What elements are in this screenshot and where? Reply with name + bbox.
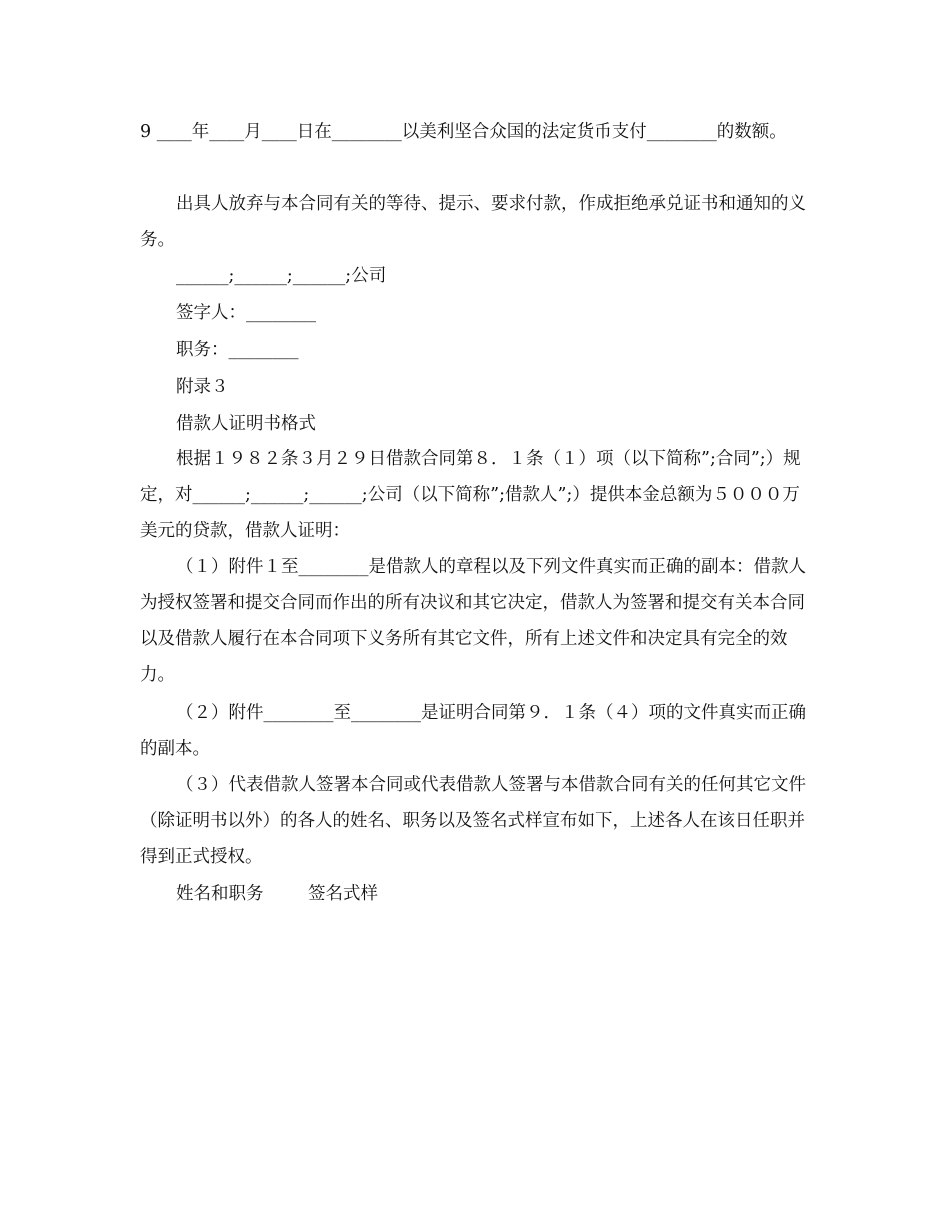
form-title: 借款人证明书格式 bbox=[176, 414, 316, 434]
payment-paragraph: 9 ____年____月____日在________以美利坚合众国的法定货币支付________的数额。 bbox=[140, 122, 787, 142]
appendix-heading: 附录３ bbox=[176, 377, 229, 397]
table-header-name: 姓名和职务 bbox=[176, 884, 264, 904]
item-3-paragraph: （３）代表借款人签署本合同或代表借款人签署与本借款合同有关的任何其它文件（除证明书以外）的各人的姓名、职务以及签名式样宣布如下，上述各人在该日任职并得到正式授权。 bbox=[140, 775, 806, 867]
company-blank-line: ______;______;______;公司 bbox=[176, 266, 387, 286]
position-line: 职务：________ bbox=[176, 340, 299, 360]
table-header-signature: 签名式样 bbox=[308, 884, 378, 904]
item-1-paragraph: （１）附件１至________是借款人的章程以及下列文件真实而正确的副本：借款人为授权签署和提交合同而作出的所有决议和其它决定，借款人为签署和提交有关本合同以及借款人履行在本合同项下义务所有其它文件，所有上述文件和决定具有完全的效力。 bbox=[140, 557, 806, 685]
waiver-paragraph: 出具人放弃与本合同有关的等待、提示、要求付款，作成拒绝承兑证书和通知的义务。 bbox=[140, 194, 806, 250]
basis-paragraph: 根据１９８２条３月２９日借款合同第８．１条（１）项（以下简称”;合同”;）规定，对______;______;______;公司（以下简称”;借款人”;）提供本金总额为５０００万美元的贷款，借款人证明： bbox=[140, 449, 801, 541]
signer-line: 签字人：________ bbox=[176, 303, 316, 323]
item-2-paragraph: （２）附件________至________是证明合同第９．１条（４）项的文件真实而正确的副本。 bbox=[140, 703, 806, 759]
